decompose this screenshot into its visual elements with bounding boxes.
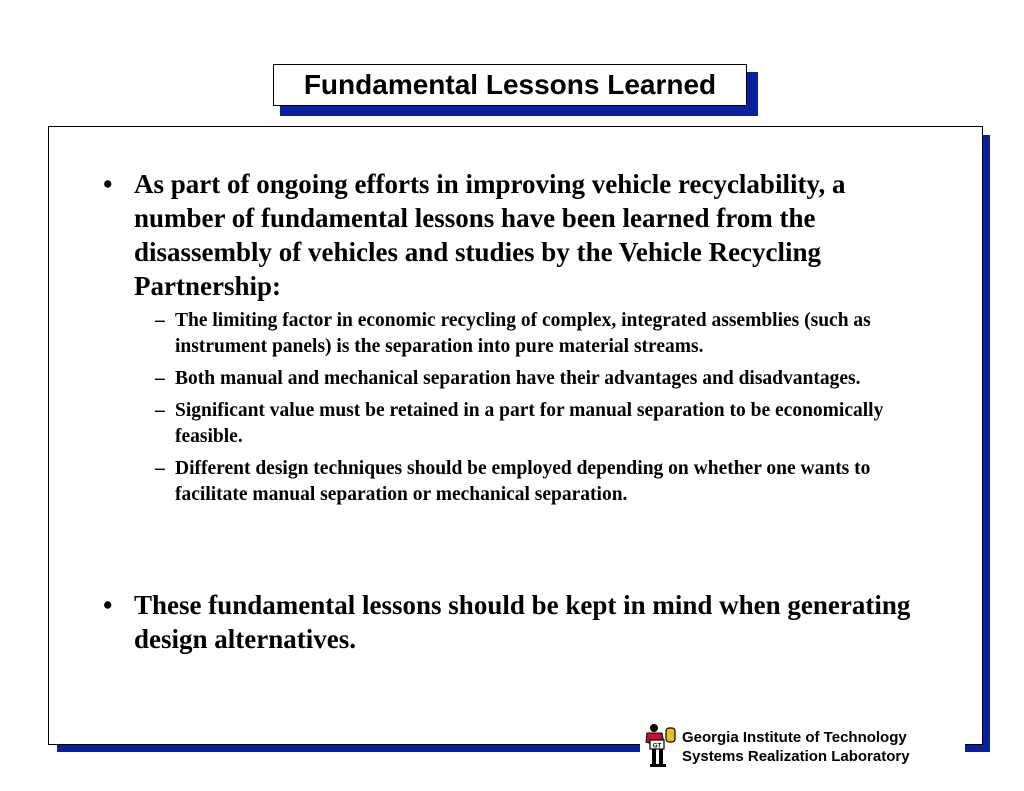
svg-text:GT: GT <box>652 743 662 750</box>
georgia-tech-logo-icon <box>642 722 678 768</box>
dash-mark: – <box>155 368 165 389</box>
bullet-mark: • <box>103 590 113 620</box>
footer-line-2: Systems Realization Laboratory <box>682 748 910 765</box>
content-panel <box>48 126 983 745</box>
footer-logo <box>640 720 965 770</box>
sub-bullet-text: Significant value must be retained in a part for manual separation to be economically feasible. <box>175 400 884 447</box>
sub-bullet-item <box>155 308 935 360</box>
bullet-item <box>103 167 923 303</box>
sub-bullet-list <box>155 308 935 514</box>
title-box <box>273 64 747 106</box>
sub-bullet-text: Different design techniques should be employed depending on whether one wants to facilitate manual separation or mechanical separation. <box>175 458 871 505</box>
bullet-text: As part of ongoing efforts in improving vehicle recyclability, a number of fundamental lessons have been learned from the disassembly of vehicles and studies by the Vehicle Recycling Partnership: <box>134 169 846 301</box>
sub-bullet-text: Both manual and mechanical separation have their advantages and disadvantages. <box>175 368 861 389</box>
page-title: Fundamental Lessons Learned <box>303 69 717 100</box>
bullet-text: These fundamental lessons should be kept in mind when generating design alternatives. <box>134 590 911 654</box>
sub-bullet-item <box>155 366 935 392</box>
sub-bullet-item <box>155 456 935 508</box>
dash-mark: – <box>155 400 165 421</box>
dash-mark: – <box>155 310 165 331</box>
bullet-mark: • <box>103 169 113 199</box>
bullet-item <box>103 588 923 656</box>
sub-bullet-text: The limiting factor in economic recycling of complex, integrated assemblies (such as instrument panels) is the separation into pure material streams. <box>175 310 871 357</box>
dash-mark: – <box>155 458 165 479</box>
footer-line-1: Georgia Institute of Technology <box>682 729 907 746</box>
footer-text <box>682 728 910 766</box>
sub-bullet-item <box>155 398 935 450</box>
